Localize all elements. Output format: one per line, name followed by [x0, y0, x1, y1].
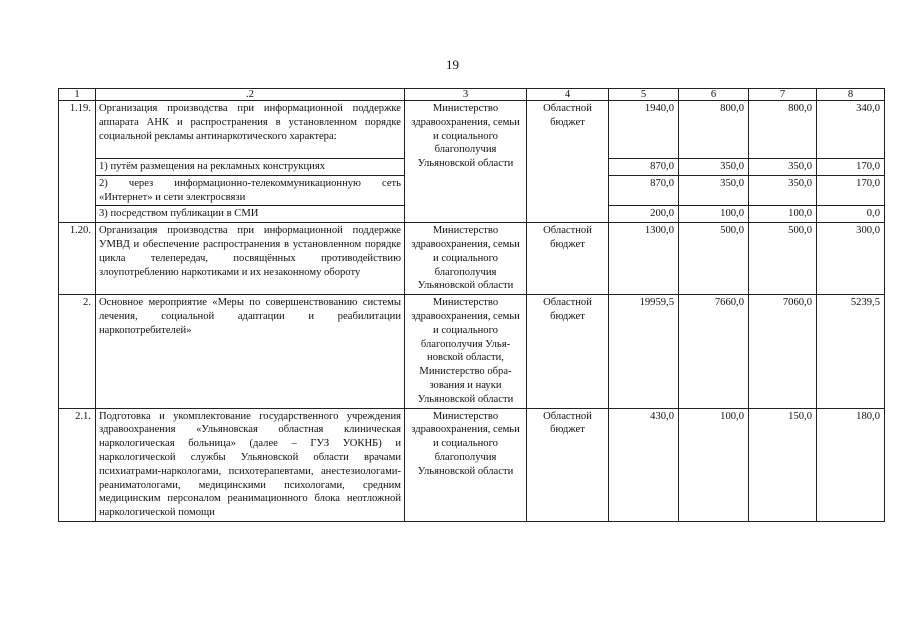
- row-value-5: 430,0: [609, 408, 679, 521]
- row-value-8: 180,0: [817, 408, 885, 521]
- table-row: [59, 295, 885, 408]
- subrow-value-7: 100,0: [749, 206, 817, 223]
- subrow-text: 2) через информационно-телекоммуникационную сеть «Интернет» и сети электросвязи: [96, 175, 405, 206]
- row-text: Подготовка и укомплектование государственного учреждения здравоохранения «Ульяновская областная клиническая наркологическая больница» (далее – ГУЗ УОКНБ) и наркологической службы Ульяновской области врачами психиатрами-наркологами, психотерапевтами, анестезиологами-реаниматологами, медицинскими психологами, средним медицинским персоналом реанимационного блока неотложной наркологической помощи: [96, 408, 405, 521]
- row-budget: Областной бюджет: [527, 101, 609, 223]
- row-value-7: 500,0: [749, 223, 817, 295]
- row-value-6: 100,0: [679, 408, 749, 521]
- page-number: 19: [446, 57, 459, 72]
- subrow-value-7: 350,0: [749, 175, 817, 206]
- table-row: [59, 101, 885, 159]
- row-ministry: Министерство здравоохранения, семьи и социального благополучия Ульяновской области: [405, 408, 527, 521]
- header-col-2: .2: [96, 89, 405, 101]
- row-value-6: 800,0: [679, 101, 749, 159]
- subrow-text: 1) путём размещения на рекламных конструкциях: [96, 159, 405, 176]
- row-budget: Областной бюджет: [527, 295, 609, 408]
- row-value-5: 1940,0: [609, 101, 679, 159]
- table-row: [59, 223, 885, 295]
- table-row: [59, 408, 885, 521]
- row-text: Организация производства при информационной поддержке аппарата АНК и распространения в установленном порядке социальной рекламы антинаркотического характера:: [96, 101, 405, 159]
- subrow-value-6: 350,0: [679, 159, 749, 176]
- row-budget: Областной бюджет: [527, 408, 609, 521]
- subrow-value-8: 0,0: [817, 206, 885, 223]
- subrow-value-7: 350,0: [749, 159, 817, 176]
- row-ministry: Министерство здравоохранения, семьи и социального благополучия Ульяновской области: [405, 101, 527, 223]
- subrow-value-5: 870,0: [609, 175, 679, 206]
- header-col-1: 1: [59, 89, 96, 101]
- header-col-8: 8: [817, 89, 885, 101]
- row-text: Основное мероприятие «Меры по совершенствованию системы лечения, социальной адаптации и реабилитации наркопотребителей»: [96, 295, 405, 408]
- row-index: 1.20.: [59, 223, 96, 295]
- header-col-7: 7: [749, 89, 817, 101]
- header-col-6: 6: [679, 89, 749, 101]
- row-value-7: 150,0: [749, 408, 817, 521]
- subrow-value-6: 100,0: [679, 206, 749, 223]
- subrow-value-8: 170,0: [817, 159, 885, 176]
- header-col-3: 3: [405, 89, 527, 101]
- header-col-4: 4: [527, 89, 609, 101]
- row-text: Организация производства при информационной поддержке УМВД и обеспечение распространения в установленном порядке цикла телепередач, посвящённых противодействию злоупотреблению наркотиками и их незаконному обороту: [96, 223, 405, 295]
- row-ministry: Министерство здравоохранения, семьи и социального благополучия Ульяновской области, Министерство образования и науки Ульяновской области: [405, 295, 527, 408]
- program-table: [58, 88, 885, 522]
- subrow-value-5: 200,0: [609, 206, 679, 223]
- subrow-value-5: 870,0: [609, 159, 679, 176]
- row-value-6: 500,0: [679, 223, 749, 295]
- row-index: 2.: [59, 295, 96, 408]
- row-value-8: 340,0: [817, 101, 885, 159]
- row-index: 2.1.: [59, 408, 96, 521]
- subrow-value-8: 170,0: [817, 175, 885, 206]
- subrow-text: 3) посредством публикации в СМИ: [96, 206, 405, 223]
- row-value-7: 800,0: [749, 101, 817, 159]
- header-row: [59, 89, 885, 101]
- row-value-8: 5239,5: [817, 295, 885, 408]
- row-value-6: 7660,0: [679, 295, 749, 408]
- row-index: 1.19.: [59, 101, 96, 223]
- row-value-5: 1300,0: [609, 223, 679, 295]
- subrow-value-6: 350,0: [679, 175, 749, 206]
- row-budget: Областной бюджет: [527, 223, 609, 295]
- row-value-8: 300,0: [817, 223, 885, 295]
- header-col-5: 5: [609, 89, 679, 101]
- row-ministry: Министерство здравоохранения, семьи и социального благополучия Ульяновской области: [405, 223, 527, 295]
- row-value-5: 19959,5: [609, 295, 679, 408]
- row-value-7: 7060,0: [749, 295, 817, 408]
